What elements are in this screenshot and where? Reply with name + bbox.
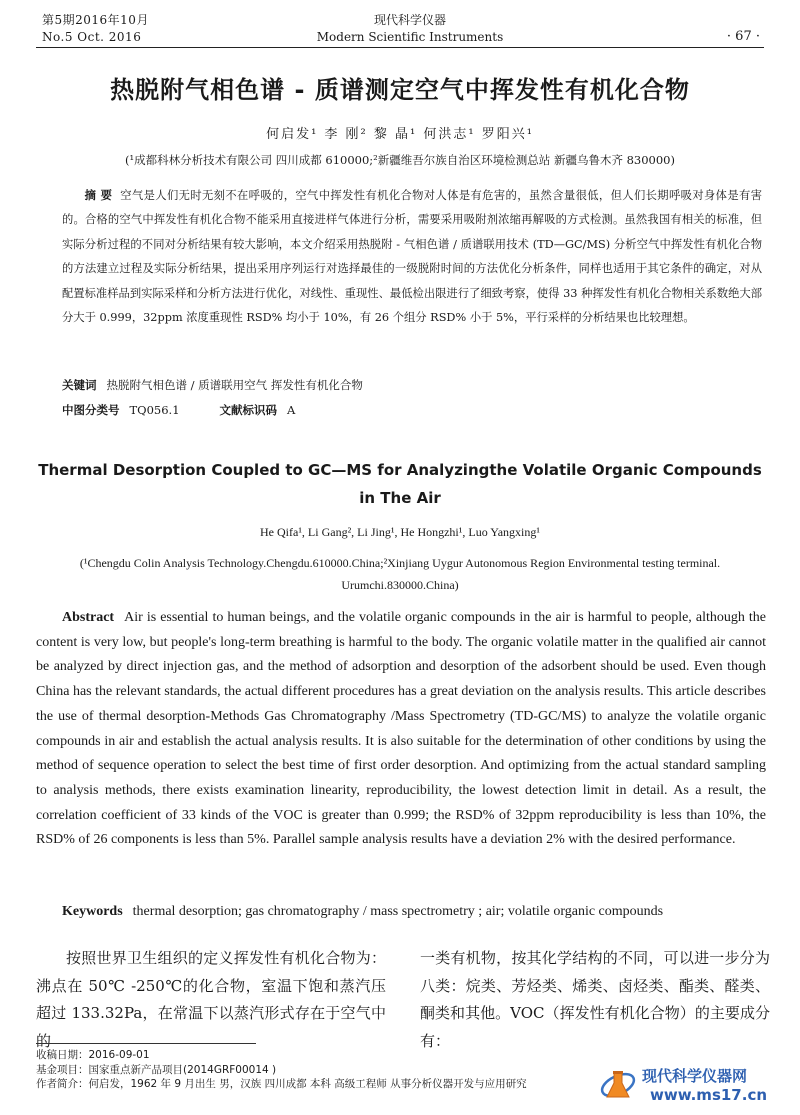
journal-en: Modern Scientific Instruments <box>316 30 504 44</box>
body-column-right: 一类有机物，按其化学结构的不同，可以进一步分为八类：烷类、芳烃类、烯类、卤烃类、酯类、醛类、酮类和其他。VOC（挥发性有机化合物）的主要成分有： <box>420 949 770 1050</box>
watermark-name: 现代科学仪器网 <box>642 1067 748 1085</box>
footnote-author: 作者简介：何启发，1962 年 9 月出生 男，汉族 四川成都 本科 高级工程师 从事分析仪器开发与应用研究 <box>36 1078 527 1090</box>
watermark-logo <box>598 1063 788 1107</box>
footnote-fund: 基金项目：国家重点新产品项目(2014GRF00014 ) <box>36 1063 277 1076</box>
authors-en: He Qifa¹, Li Gang², Li Jing¹, He Hongzhi¹, Luo Yangxing¹ <box>260 525 540 539</box>
doc-code-label: 文献标识码 <box>219 403 278 417</box>
body-column-left: 按照世界卫生组织的定义挥发性有机化合物为：沸点在 50℃ -250℃的化合物，室温下饱和蒸汽压超过 133.32Pa，在常温下以蒸汽形式存在于空气中的 <box>36 949 386 1050</box>
abstract-en <box>36 606 766 853</box>
watermark-url: www.ms17.cn <box>650 1086 768 1104</box>
journal-cn: 现代科学仪器 <box>373 13 446 27</box>
doc-code: A <box>287 403 296 417</box>
issue-cn: 第5期2016年10月 <box>42 13 149 27</box>
abstract-en-text: Air is essential to human beings, and the volatile organic compounds in the air is harmful to people, although the content is very low, but people's long-term breathing is harmful to the body. The organic volatile matter in the qualified air cannot be analyzed by direct injection gas, and the method of adsorption and desorption of the adsorbent should be used. Even though China has the relevant standards, the actual different procedures has a great deviation on the analysis results. This article describes the use of thermal desorption-Methods Gas Chromatography /Mass Spectrometry (TD-GC/MS) to analyze the volatile organic compounds in air and establish the actual analysis results. It is also suitable for the determination of other conditions by using the method of sequence operation to select the best time of first order desorption. And optimizing from the actual standard sampling to analysis methods, there exists examination linearity, reproducibility, the lowest detection limit in detail. As a result, the correlation coefficient of 33 kinds of the VOC is greater than 0.999; the RSD% of 32ppm reproducibility is less than 10%, the RSD% of 26 components is less than 5%. Parallel sample analysis results have a deviation 2% with the desired performance. <box>36 610 766 848</box>
keywords-en <box>62 904 663 920</box>
keywords-cn <box>62 376 363 394</box>
keywords-en-text: thermal desorption; gas chromatography / mass spectrometry ; air; volatile organic compounds <box>132 904 664 919</box>
page-number: · 67 · <box>726 29 760 44</box>
footnotes <box>36 1048 527 1092</box>
classification-cn <box>62 401 295 419</box>
abstract-cn-text: 空气是人们无时无刻不在呼吸的，空气中挥发性有机化合物对人体是有危害的，虽然含量很低，但人们长期呼吸对身体是有害的。合格的空气中挥发性有机化合物不能采用直接进样气体进行分析，需要采用吸附剂浓缩再解吸的方式检测。虽然我国有相关的标准，但实际分析过程的不同对分析结果有较大影响，本文介绍采用热脱附 - 气相色谱 / 质谱联用技术 (TD—GC/MS) 分析空气中挥发性有机化合物的方法建立过程及实际分析结果，提出采用序列运行对选择最佳的一级脱附时间的方法优化分析条件，同样也适用于其它条件的确定，对从配置标准样品到实际采样和分析方法进行优化，对线性、重现性、最低检出限进行了细致考察，使得 33 种挥发性有机化合物相关系数绝大部分大于 0.999，32ppm 浓度重现性 RSD% 均小于 10%，有 26 个组分 RSD% 小于 5%，平行采样的分析结果也比较理想。 <box>62 189 762 325</box>
footnote-received: 收稿日期：2016-09-01 <box>36 1049 150 1061</box>
classification-label: 中图分类号 <box>62 403 120 417</box>
affiliation-en: (¹Chengdu Colin Analysis Technology.Chengdu.610000.China;²Xinjiang Uygur Autonomous Region Environmental testing terminal. Urumchi.830000.China) <box>79 556 721 592</box>
keywords-cn-text: 热脱附气相色谱 / 质谱联用空气 挥发性有机化合物 <box>106 378 363 392</box>
keywords-cn-label: 关键词 <box>62 378 97 392</box>
title-en: Thermal Desorption Coupled to GC—MS for Analyzingthe Volatile Organic Compounds in The Air <box>38 461 762 507</box>
abstract-cn-label: 摘 要 <box>84 188 113 202</box>
flask-icon <box>598 1065 638 1105</box>
authors-cn: 何启发¹ 李 刚² 黎 晶¹ 何洪志¹ 罗阳兴¹ <box>266 127 534 142</box>
keywords-en-label: Keywords <box>62 904 123 919</box>
classification-code: TQ056.1 <box>129 403 180 417</box>
footnote-rule <box>36 1043 256 1044</box>
abstract-en-label: Abstract <box>62 610 115 625</box>
abstract-cn <box>62 183 762 330</box>
issue-en: No.5 Oct. 2016 <box>42 30 142 44</box>
title-cn: 热脱附气相色谱 - 质谱测定空气中挥发性有机化合物 <box>110 76 690 104</box>
header-rule <box>36 47 764 48</box>
journal-name <box>250 12 570 46</box>
issue-info <box>42 12 149 46</box>
affiliation-cn: (¹成都科林分析技术有限公司 四川成都 610000;²新疆维吾尔族自治区环境检测总站 新疆乌鲁木齐 830000) <box>125 153 675 167</box>
